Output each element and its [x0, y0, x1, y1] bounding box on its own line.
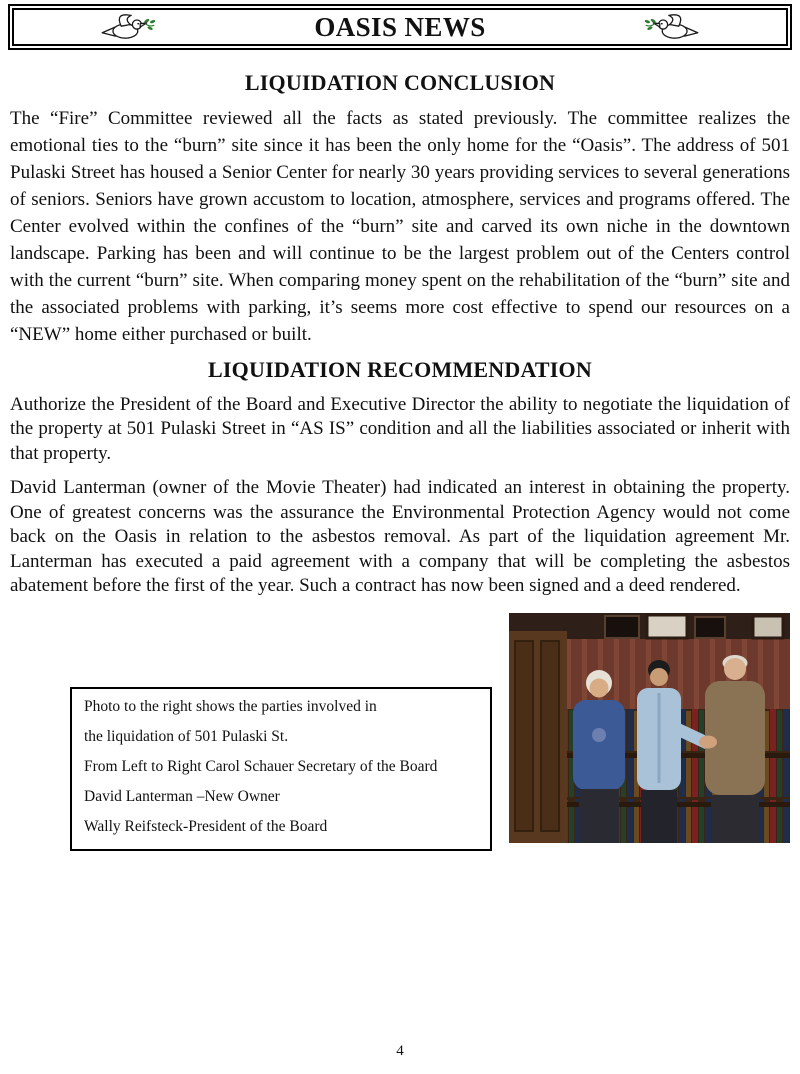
photo-handshake	[699, 735, 717, 748]
paragraph-recommendation-2: David Lanterman (owner of the Movie Theater) had indicated an interest in obtaining the property. One of greatest concerns was the assurance the Environmental Protection Agency would not come back on the Oasis in relation to the asbestos removal. As part of the liquidation agreement Mr. Lanterman has executed a paid agreement with a company that will be completing the asbestos abatement before the first of the year. Such a contract has now been signed and a deed rendered.	[10, 477, 790, 597]
caption-line: the liquidation of 501 Pulaski St.	[84, 727, 289, 745]
dove-eye	[137, 23, 139, 25]
dove-wing	[669, 15, 681, 26]
masthead-border	[12, 8, 788, 46]
photo-wood-cabinet	[509, 631, 567, 843]
dove-olive-branch-icon	[98, 8, 156, 46]
section-heading-liquidation-recommendation: LIQUIDATION RECOMMENDATION	[208, 356, 592, 382]
olive-branch-stem	[145, 24, 154, 26]
section-heading-liquidation-conclusion: LIQUIDATION CONCLUSION	[244, 70, 556, 95]
newsletter-masthead	[8, 4, 792, 50]
newsletter-body	[10, 62, 790, 859]
liquidation-parties-photo	[509, 613, 790, 843]
paragraph-conclusion: The “Fire” Committee reviewed all the facts as stated previously. The committee realizes the emotional ties to the “burn” site since it has been the only home for the “Oasis”. The address of 501 Pulaski Street has housed a Senior Center for nearly 30 years providing services to several generations of seniors. Seniors have grown accustom to location, atmosphere, services and programs offered. The Center evolved within the confines of the “burn” site and carved its own niche in the downtown landscape. Parking has been and will continue to be the largest problem out of the Centers control with the current “burn” site. When comparing money spent on the rehabilitation of the “burn” site and the associated problems with parking, it’s seems more cost effective to spend our resources on a “NEW” home either purchased or built.	[10, 108, 790, 345]
caption-line: David Lanterman –New Owner	[84, 787, 280, 805]
dove-wing	[119, 15, 131, 26]
photo-person-right	[705, 655, 765, 843]
page-number: 4	[396, 1043, 404, 1059]
photo-caption-box	[70, 687, 492, 851]
caption-line: Photo to the right shows the parties involved in	[84, 697, 377, 715]
paragraph-recommendation-1: Authorize the President of the Board and Executive Director the ability to negotiate the liquidation of the property at 501 Pulaski Street in “AS IS” condition and all the liabilities associated or inherit with that property.	[10, 393, 790, 464]
olive-branch-stem	[646, 24, 655, 26]
dove-olive-branch-icon	[644, 8, 702, 46]
photo-picture-frames	[605, 615, 783, 638]
caption-line: From Left to Right Carol Schauer Secretary of the Board	[84, 757, 438, 775]
caption-line: Wally Reifsteck-President of the Board	[84, 817, 328, 835]
photo-and-caption-region	[10, 609, 790, 859]
page-title: OASIS NEWS	[314, 11, 486, 42]
